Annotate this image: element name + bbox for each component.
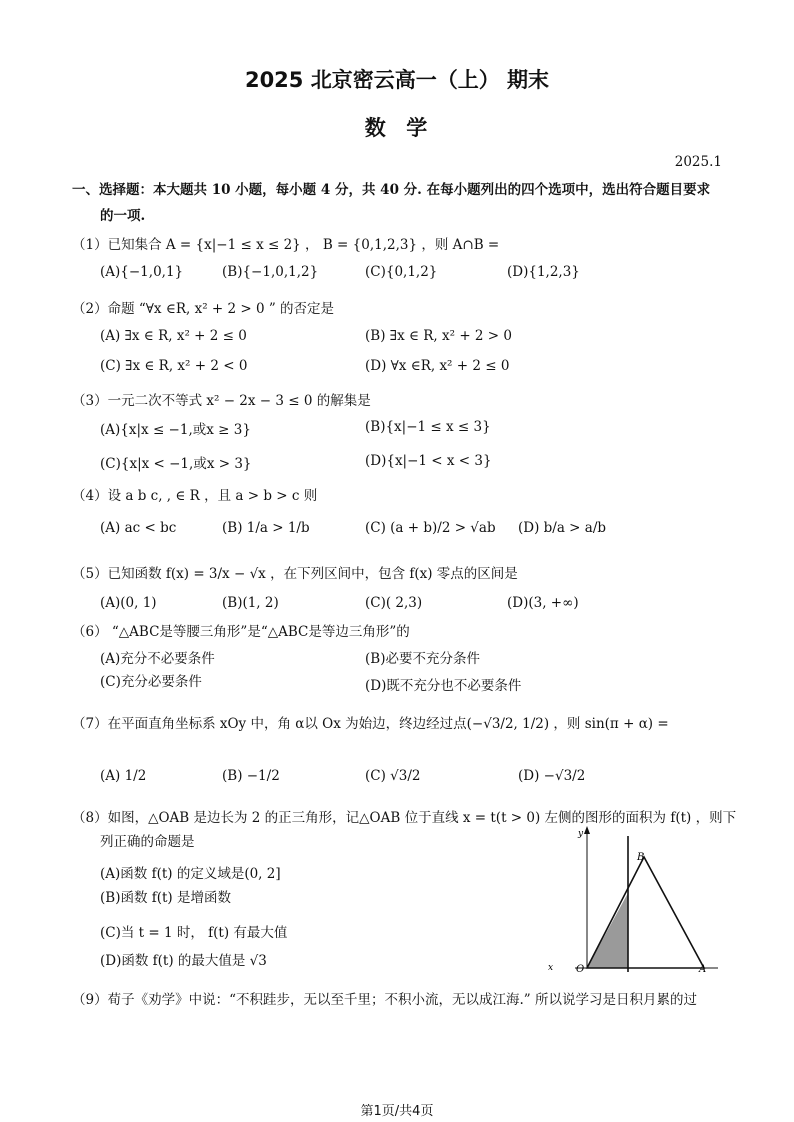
q4-option-c: (C) (a + b)/2 > √ab bbox=[365, 520, 496, 536]
q3-option-a: (A){x|x ≤ −1,或x ≥ 3} bbox=[100, 422, 251, 438]
q5-stem: （5）已知函数 f(x) = 3/x − √x ，在下列区间中，包含 f(x) 零点的区间是 bbox=[72, 566, 518, 582]
q9-stem: （9）荀子《劝学》中说：“不积跬步，无以至千里；不积小流，无以成江海.” 所以说学习是日积月累的过 bbox=[72, 992, 697, 1008]
q8-stem-cont: 列正确的命题是 bbox=[100, 834, 195, 850]
point-b-label: B bbox=[637, 852, 645, 863]
y-axis-label: y bbox=[578, 829, 584, 839]
q6-option-c: (C)充分必要条件 bbox=[100, 674, 202, 690]
x-axis-label: x bbox=[548, 963, 554, 973]
q2-option-c: (C) ∃x ∈ R, x² + 2 < 0 bbox=[100, 358, 248, 374]
q8-option-c: (C)当 t = 1 时， f(t) 有最大值 bbox=[100, 925, 288, 941]
q8-triangle-figure bbox=[540, 822, 730, 980]
subject-title: 数 学 bbox=[364, 116, 430, 140]
q3-option-b: (B){x|−1 ≤ x ≤ 3} bbox=[365, 419, 491, 435]
q1-option-b: (B){−1,0,1,2} bbox=[222, 264, 319, 280]
q2-option-a: (A) ∃x ∈ R, x² + 2 ≤ 0 bbox=[100, 328, 247, 344]
q3-option-d: (D){x|−1 < x < 3} bbox=[365, 453, 492, 469]
q3-option-c: (C){x|x < −1,或x > 3} bbox=[100, 456, 252, 472]
q2-option-d: (D) ∀x ∈R, x² + 2 ≤ 0 bbox=[365, 358, 510, 374]
point-o-label: O bbox=[576, 964, 585, 975]
q7-option-c: (C) √3/2 bbox=[365, 768, 421, 784]
y-axis-arrow-icon bbox=[584, 826, 590, 834]
q1-stem: （1）已知集合 A = {x|−1 ≤ x ≤ 2} ， B = {0,1,2,3} ，则 A∩B = bbox=[72, 237, 500, 253]
section-heading-cont: 的一项. bbox=[100, 208, 146, 224]
q8-stem: （8）如图，△OAB 是边长为 2 的正三角形，记△OAB 位于直线 x = t(t > 0) 左侧的图形的面积为 f(t) ，则下 bbox=[72, 810, 737, 826]
q4-option-b: (B) 1/a > 1/b bbox=[222, 520, 310, 536]
q5-option-d: (D)(3, +∞) bbox=[507, 595, 579, 611]
q5-option-b: (B)(1, 2) bbox=[222, 595, 279, 611]
q6-stem: （6） “△ABC是等腰三角形”是“△ABC是等边三角形”的 bbox=[72, 624, 410, 640]
q5-option-a: (A)(0, 1) bbox=[100, 595, 157, 611]
q5-option-c: (C)( 2,3) bbox=[365, 595, 423, 611]
q2-option-b: (B) ∃x ∈ R, x² + 2 > 0 bbox=[365, 328, 512, 344]
q8-option-d: (D)函数 f(t) 的最大值是 √3 bbox=[100, 953, 267, 969]
q6-option-b: (B)必要不充分条件 bbox=[365, 651, 480, 667]
q1-option-d: (D){1,2,3} bbox=[507, 264, 580, 280]
q8-option-a: (A)函数 f(t) 的定义域是(0, 2] bbox=[100, 866, 281, 882]
exam-date: 2025.1 bbox=[674, 154, 722, 170]
q7-option-a: (A) 1/2 bbox=[100, 768, 147, 784]
q7-stem: （7）在平面直角坐标系 xOy 中，角 α以 Ox 为始边，终边经过点(−√3/2, 1/2) ，则 sin(π + α) = bbox=[72, 716, 669, 732]
q6-option-d: (D)既不充分也不必要条件 bbox=[365, 678, 522, 694]
q4-stem: （4）设 a b c, , ∈ R ，且 a > b > c 则 bbox=[72, 488, 318, 504]
q4-option-d: (D) b/a > a/b bbox=[518, 520, 607, 536]
q7-option-d: (D) −√3/2 bbox=[518, 768, 586, 784]
q6-option-a: (A)充分不必要条件 bbox=[100, 651, 215, 667]
q8-option-b: (B)函数 f(t) 是增函数 bbox=[100, 890, 231, 906]
q2-stem: （2）命题 “∀x ∈R, x² + 2 > 0 ” 的否定是 bbox=[72, 301, 335, 317]
q3-stem: （3）一元二次不等式 x² − 2x − 3 ≤ 0 的解集是 bbox=[72, 393, 371, 409]
q7-option-b: (B) −1/2 bbox=[222, 768, 280, 784]
page-number: 第1页/共4页 bbox=[360, 1104, 434, 1119]
page-title: 2025 北京密云高一（上） 期末 bbox=[244, 68, 550, 92]
q4-option-a: (A) ac < bc bbox=[100, 520, 177, 536]
q1-option-a: (A){−1,0,1} bbox=[100, 264, 184, 280]
point-a-label: A bbox=[699, 964, 707, 975]
section-heading: 一、选择题：本大题共 10 小题，每小题 4 分，共 40 分. 在每小题列出的四个选项中，选出符合题目要求 bbox=[72, 182, 711, 198]
q1-option-c: (C){0,1,2} bbox=[365, 264, 438, 280]
